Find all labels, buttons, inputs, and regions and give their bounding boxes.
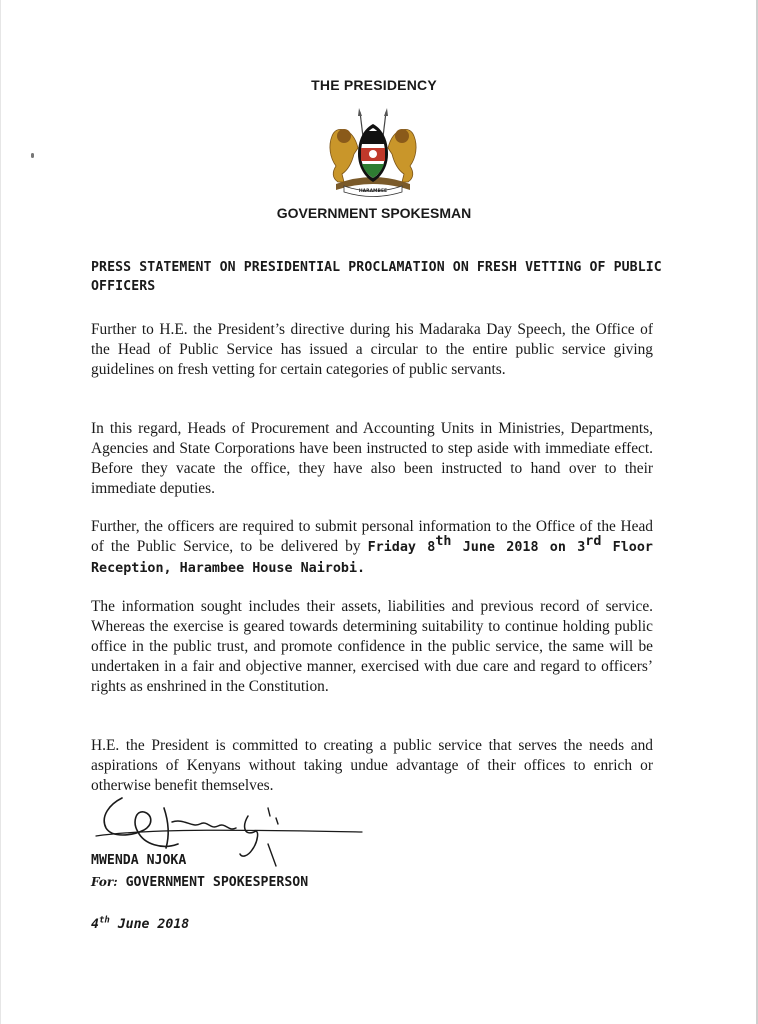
date-rest: June 2018 <box>109 917 190 932</box>
coat-of-arms-icon <box>318 106 428 198</box>
paragraph-5: H.E. the President is committed to creating a public service that serves the needs and aspirations of Kenyans without taking undue advantage of their offices to enrich or otherwise benefit themselves. <box>91 737 653 794</box>
letterhead-department: GOVERNMENT SPOKESMAN <box>276 205 472 221</box>
signatory-name: MWENDA NJOKA <box>91 853 187 868</box>
paragraph-3-intro: Further, the officers are required to submit personal information to the Office of the Head of the Public Service, to be delivered by <box>91 518 653 555</box>
paragraph-4: The information sought includes their assets, liabilities and previous record of service. Whereas the exercise is geared towards determining suitability to continue holding public office in the public trust, and promote confidence in the public service, the same will be undertaken in a fair and objective manner, exercised with due care and regard to officers’ rights as enshrined in the Constitution. <box>91 598 653 695</box>
date-day: 4 <box>91 917 99 932</box>
deadline-floor-suffix: rd <box>585 533 602 549</box>
scan-speck <box>31 153 34 158</box>
deadline-location: Floor Reception, Harambee House Nairobi. <box>91 540 653 576</box>
paragraph-3 <box>91 517 653 579</box>
svg-text:HARAMBEE: HARAMBEE <box>358 189 388 194</box>
statement-heading: PRESS STATEMENT ON PRESIDENTIAL PROCLAMATION ON FRESH VETTING OF PUBLIC OFFICERS <box>91 260 662 294</box>
signatory-for-prefix: For: <box>91 875 118 889</box>
deadline-day: Friday 8 <box>367 540 436 555</box>
paragraph-1: Further to H.E. the President’s directive during his Madaraka Day Speech, the Office of the Head of Public Service has issued a circular to the entire public service giving guidelines on fresh vetting for certain categories of public servants. <box>91 321 653 378</box>
deadline-floor: June 2018 on 3 <box>451 540 586 555</box>
paragraph-2: In this regard, Heads of Procurement and Accounting Units in Ministries, Departments, Agencies and State Corporations have been instructed to step aside with immediate effect. Before they vacate the office, they have also been instructed to hand over to their immediate deputies. <box>91 420 653 497</box>
statement-date <box>91 917 189 932</box>
signatory-role <box>91 875 308 890</box>
letterhead-office: THE PRESIDENCY <box>311 77 437 93</box>
signatory-title: GOVERNMENT SPOKESPERSON <box>125 875 309 890</box>
deadline-day-suffix: th <box>435 533 452 549</box>
date-day-suffix: th <box>98 915 110 926</box>
page-edge-left <box>0 0 1 1024</box>
